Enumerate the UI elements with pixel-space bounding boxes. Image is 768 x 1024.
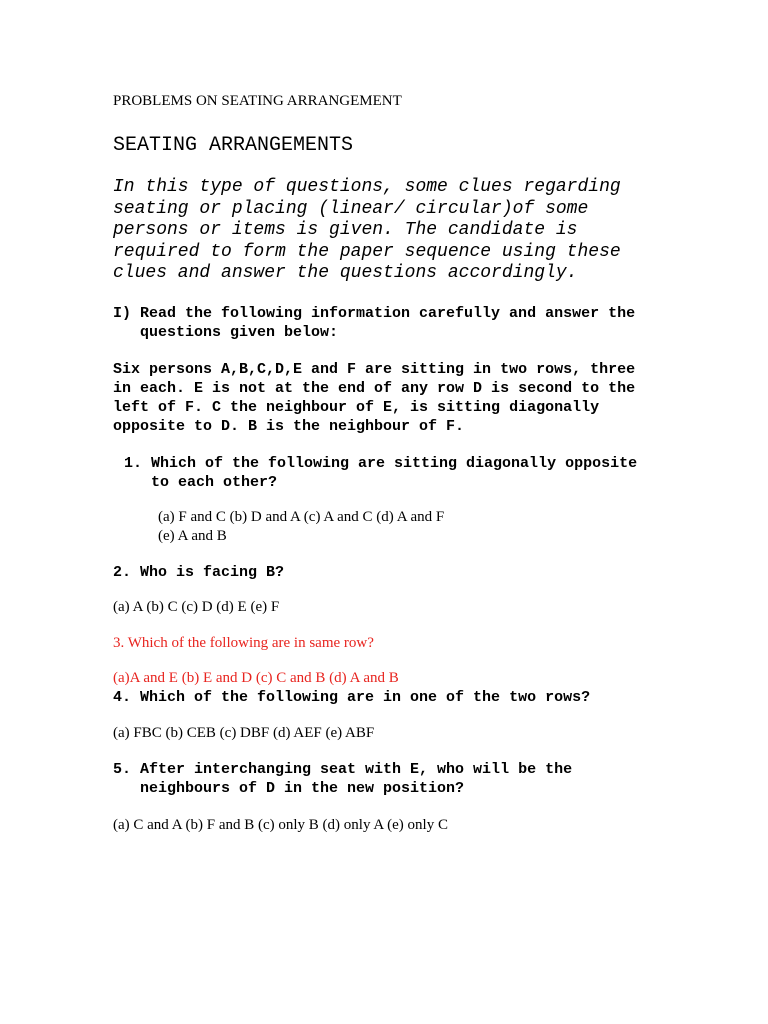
question-1-text [151, 454, 637, 492]
question-1-options [158, 508, 444, 546]
passage-line: in each. E is not at the end of any row D is second to the [113, 380, 636, 397]
question-1-options-line: (e) A and B [158, 528, 227, 544]
section-title: SEATING ARRANGEMENTS [113, 134, 354, 157]
question-5-options: (a) C and A (b) F and B (c) only B (d) only A (e) only C [113, 817, 448, 833]
passage [113, 360, 635, 436]
question-3-text: 3. Which of the following are in same row? [113, 635, 374, 651]
question-1-line: Which of the following are sitting diagonally opposite [151, 455, 638, 472]
intro-line: In this type of questions, some clues regarding [113, 177, 621, 197]
intro-line: persons or items is given. The candidate is [113, 220, 578, 240]
intro-paragraph [113, 177, 633, 285]
document-header: PROBLEMS ON SEATING ARRANGEMENT [113, 93, 402, 109]
instruction-prefix: I) [113, 305, 132, 322]
question-2-text: 2. Who is facing B? [113, 564, 285, 581]
intro-line: required to form the paper sequence using these [113, 241, 621, 262]
question-1-options-line: (a) F and C (b) D and A (c) A and C (d) A and F [158, 509, 445, 525]
question-1-line: to each other? [151, 474, 278, 491]
question-4-text: 4. Which of the following are in one of the two rows? [113, 689, 591, 706]
question-5-line-1: 5. After interchanging seat with E, who will be the [113, 761, 573, 778]
question-3-options: (a)A and E (b) E and D (c) C and B (d) A and B [113, 670, 399, 686]
question-1-number: 1. [124, 455, 143, 472]
passage-line: Six persons A,B,C,D,E and F are sitting in two rows, three [113, 361, 636, 378]
question-4-options: (a) FBC (b) CEB (c) DBF (d) AEF (e) ABF [113, 725, 375, 741]
question-5-line-2: neighbours of D in the new position? [140, 780, 465, 797]
instruction-line: questions given below: [140, 324, 339, 341]
instruction-text [140, 304, 635, 342]
intro-line: seating or placing (linear/ circular)of some [113, 198, 589, 219]
passage-line: left of F. C the neighbour of E, is sitting diagonally [113, 399, 600, 416]
instruction-line: Read the following information carefully and answer the [140, 305, 636, 322]
passage-line: opposite to D. B is the neighbour of F. [113, 418, 465, 435]
intro-line: clues and answer the questions accordingly. [113, 263, 578, 283]
question-2-options: (a) A (b) C (c) D (d) E (e) F [113, 599, 280, 615]
